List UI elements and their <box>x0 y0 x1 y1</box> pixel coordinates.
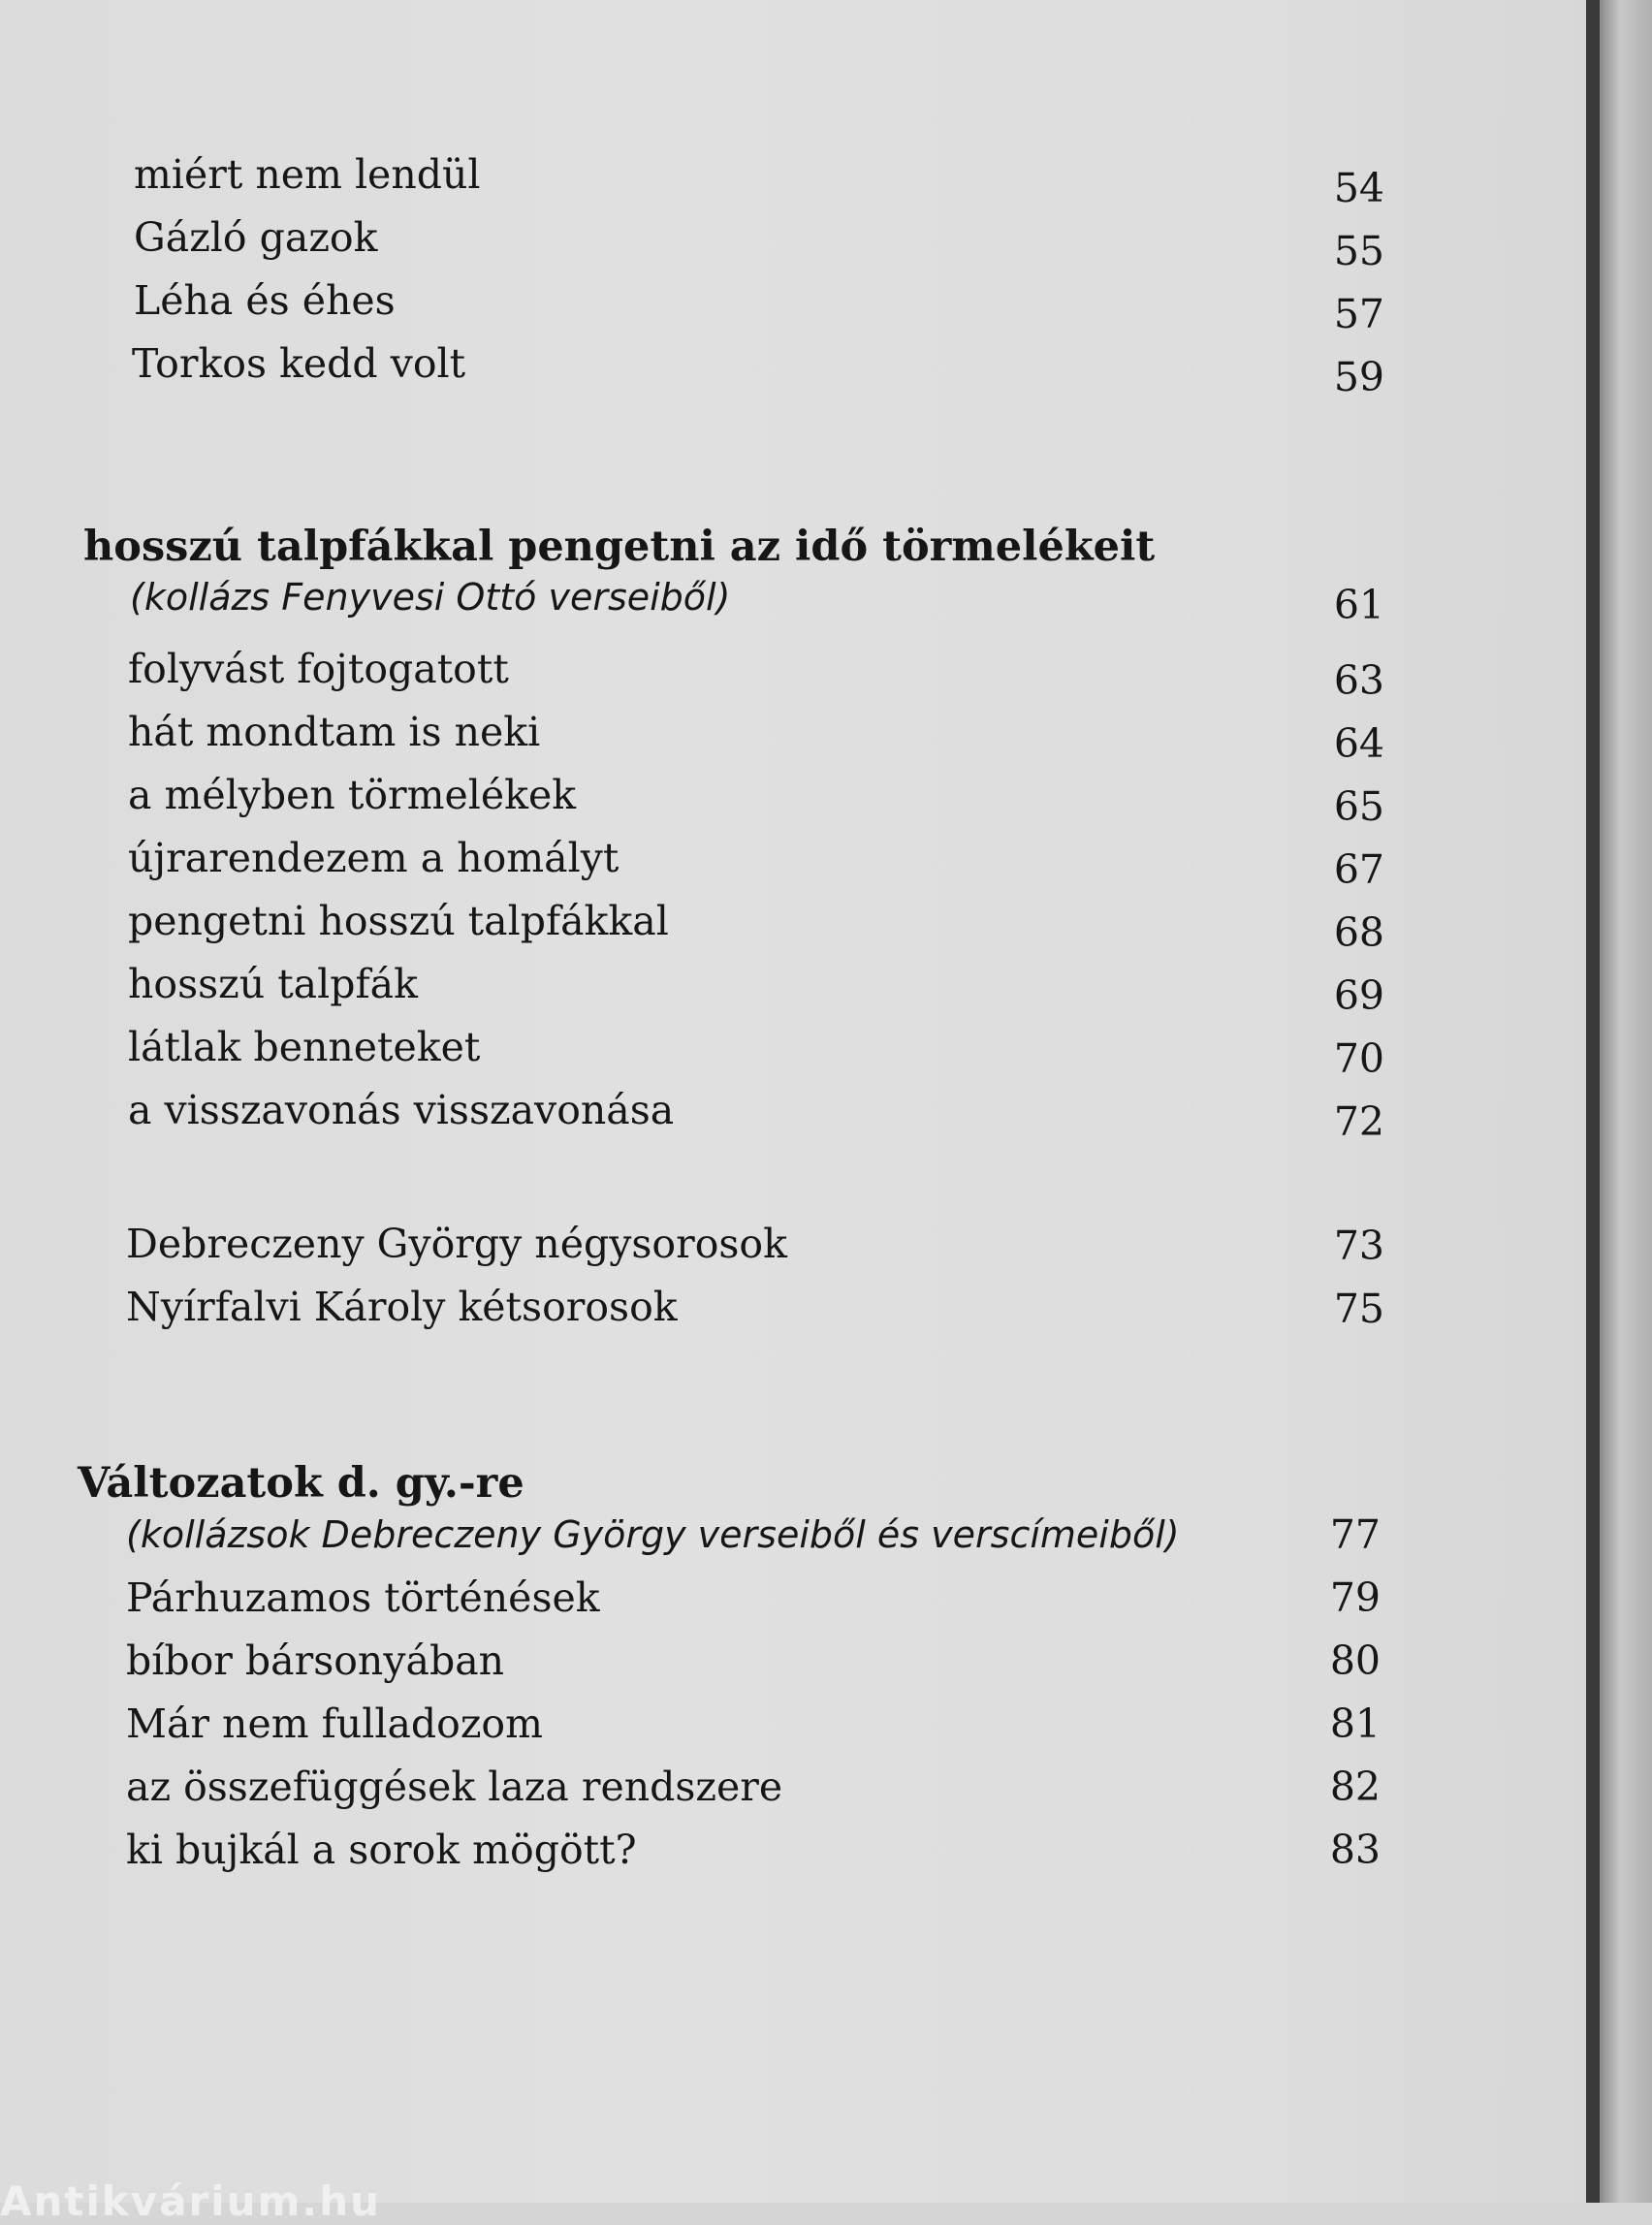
toc-entry <box>0 1762 1454 1820</box>
toc-entry-subtitle <box>0 1510 1454 1568</box>
entry-title: Párhuzamos történések <box>126 1574 600 1621</box>
section-subtitle: (kollázs Fenyvesi Ottó verseiből) <box>130 576 731 619</box>
entry-page: 81 <box>1329 1701 1381 1747</box>
toc-entry <box>0 1636 1454 1694</box>
page-edge <box>1586 0 1600 2203</box>
section-heading: Változatok d. gy.-re <box>78 1459 524 1508</box>
section-heading: hosszú talpfákkal pengetni az idő törmelékeit <box>83 523 1156 571</box>
next-page-edge <box>1600 0 1652 2203</box>
toc-entry <box>0 1699 1454 1757</box>
toc-entry <box>0 338 1454 400</box>
entry-page: 67 <box>1333 846 1384 893</box>
entry-page: 61 <box>1333 582 1384 628</box>
entry-page: 80 <box>1329 1637 1381 1684</box>
toc-entry <box>0 1282 1454 1340</box>
entry-page: 59 <box>1333 354 1384 400</box>
watermark: Antikvárium.hu <box>0 2177 382 2225</box>
entry-title: az összefüggések laza rendszere <box>126 1764 783 1810</box>
toc-entry <box>0 1573 1454 1631</box>
toc-entry <box>0 833 1454 891</box>
entry-title: Már nem fulladozom <box>126 1701 543 1747</box>
entry-title: pengetni hosszú talpfákkal <box>128 898 669 944</box>
entry-title: hát mondtam is neki <box>128 709 541 755</box>
entry-page: 64 <box>1333 720 1384 767</box>
entry-title: Debreczeny György négysorosok <box>126 1221 787 1267</box>
entry-title: újrarendezem a homályt <box>128 835 620 881</box>
toc-entry <box>0 896 1454 954</box>
entry-page: 65 <box>1333 783 1384 830</box>
toc-entry <box>0 644 1454 702</box>
entry-page: 82 <box>1329 1764 1381 1810</box>
entry-title: Nyírfalvi Károly kétsorosok <box>126 1284 678 1330</box>
entry-title: miért nem lendül <box>134 151 481 198</box>
entry-page: 79 <box>1329 1574 1381 1621</box>
entry-page: 63 <box>1333 657 1384 704</box>
toc-entry <box>0 1219 1454 1277</box>
toc-entry <box>0 275 1454 337</box>
toc-entry-subtitle <box>0 572 1454 630</box>
entry-page: 72 <box>1333 1098 1384 1145</box>
entry-page: 75 <box>1333 1286 1384 1332</box>
entry-page: 57 <box>1333 291 1384 337</box>
entry-title: Léha és éhes <box>134 277 396 324</box>
toc-entry <box>0 770 1454 828</box>
entry-title: a visszavonás visszavonása <box>128 1087 675 1133</box>
entry-title: Gázló gazok <box>134 214 378 261</box>
toc-entry <box>0 707 1454 765</box>
entry-title: ki bujkál a sorok mögött? <box>126 1827 637 1873</box>
toc-entry <box>0 1825 1454 1883</box>
entry-title: Torkos kedd volt <box>132 340 466 387</box>
entry-page: 54 <box>1333 165 1384 211</box>
entry-title: folyvást fojtogatott <box>128 646 509 692</box>
entry-page: 69 <box>1333 972 1384 1019</box>
entry-page: 83 <box>1329 1827 1381 1873</box>
section-subtitle: (kollázsok Debreczeny György verseiből és verscímeiből) <box>126 1513 1180 1556</box>
entry-page: 55 <box>1333 228 1384 274</box>
toc-entry <box>0 149 1454 211</box>
entry-page: 68 <box>1333 909 1384 956</box>
entry-title: a mélyben törmelékek <box>128 772 577 818</box>
toc-entry <box>0 959 1454 1017</box>
toc-entry <box>0 1085 1454 1143</box>
toc-entry <box>0 1022 1454 1080</box>
entry-page: 77 <box>1329 1511 1381 1558</box>
entry-page: 73 <box>1333 1223 1384 1269</box>
entry-title: bíbor bársonyában <box>126 1637 505 1684</box>
entry-title: hosszú talpfák <box>128 961 418 1007</box>
entry-title: látlak benneteket <box>128 1024 481 1070</box>
entry-page: 70 <box>1333 1035 1384 1082</box>
toc-entry <box>0 212 1454 274</box>
